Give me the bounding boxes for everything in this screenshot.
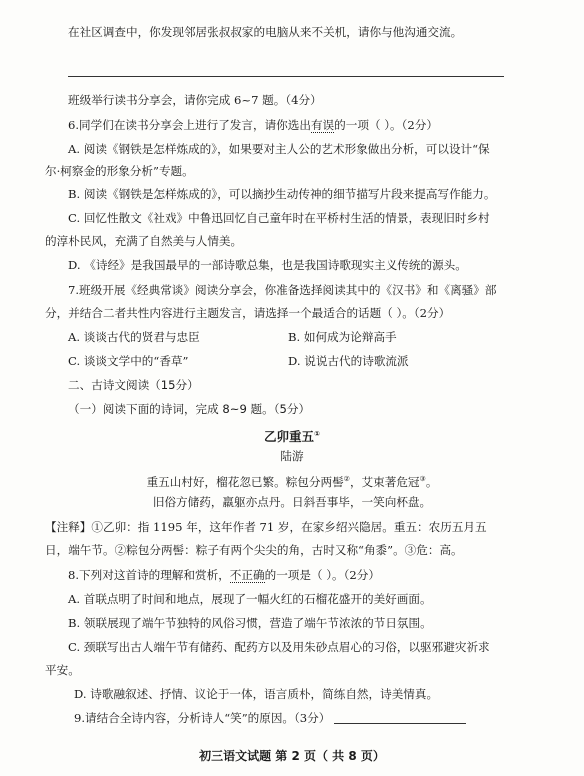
q6-stem-b: 的一项（ ）。（2分） bbox=[334, 118, 438, 132]
q7-option-a: A. 谈谈古代的贤君与忠臣 bbox=[68, 330, 200, 344]
q8-option-c-line1: C. 颈联写出古人端午节有储药、配药方以及用朱砂点眉心的习俗，以驱邪避灾祈求 bbox=[68, 640, 490, 654]
q9-stem bbox=[74, 710, 466, 726]
q6-option-b: B. 阅读《钢铁是怎样炼成的》，可以摘抄生动传神的细节描写片段来提高写作能力。 bbox=[68, 187, 496, 201]
q8-option-b: B. 领联展现了端午节独特的风俗习惯，营造了端午节浓浓的节日氛围。 bbox=[68, 616, 432, 630]
q8-stem-emphasis: 不正确 bbox=[229, 568, 265, 582]
q7-option-c: C. 谈谈文学中的“香草” bbox=[68, 354, 189, 368]
reading-intro: 班级举行读书分享会，请你完成 6~7 题。（4分） bbox=[68, 93, 322, 107]
q7-stem-line1: 7.班级开展《经典常谈》阅读分享会，你准备选择阅读其中的《汉书》和《离骚》部 bbox=[68, 283, 497, 297]
q7-option-d: D. 说说古代的诗歌流派 bbox=[288, 354, 409, 368]
q9-answer-line bbox=[334, 713, 466, 724]
poem-title-note: ① bbox=[314, 430, 320, 438]
poem-line1-a: 重五山村好，榴花忽已繁。粽包分两髻 bbox=[146, 475, 344, 489]
q8-stem bbox=[68, 567, 380, 583]
section2-subtitle: （一）阅读下面的诗词，完成 8~9 题。（5分） bbox=[68, 402, 311, 416]
q8-option-d: D. 诗歌融叙述、抒情、议论于一体，语言质朴，简练自然，诗美情真。 bbox=[74, 687, 439, 701]
q8-option-c-line2: 平安。 bbox=[45, 663, 80, 677]
q7-stem-line2: 分，并结合二者共性内容进行主题发言，请选择一个最适合的话题（ ）。（2分） bbox=[45, 306, 451, 320]
poem-line1-b: ，艾束著危冠 bbox=[349, 475, 420, 489]
poem-line2: 旧俗方储药，羸躯亦点丹。日斜吾事毕，一笑向杯盘。 bbox=[152, 495, 432, 509]
prev-question-text: 在社区调查中，你发现邻居张叔叔家的电脑从来不关机，请你与他沟通交流。 bbox=[68, 25, 463, 39]
q8-stem-a: 8.下列对这首诗的理解和赏析， bbox=[68, 568, 230, 582]
q9-stem-text: 9.请结合全诗内容，分析诗人“笑”的原因。（3分） bbox=[74, 711, 331, 725]
poem-line1-c: 。 bbox=[425, 475, 438, 489]
q6-option-c-line1: C. 回忆性散文《社戏》中鲁迅回忆自己童年时在平桥村生活的情景，表现旧时乡村 bbox=[68, 211, 490, 225]
q6-option-a-line2: 尔·柯察金的形象分析”专题。 bbox=[45, 164, 194, 178]
poem-note-2: ② bbox=[343, 475, 350, 483]
q6-option-c-line2: 的淳朴民风，充满了自然美与人情美。 bbox=[45, 234, 243, 248]
poem-title bbox=[0, 426, 584, 445]
q6-stem-a: 6.同学们在读书分享会上进行了发言，请你选出 bbox=[68, 118, 311, 132]
poem-note-3: ③ bbox=[419, 475, 426, 483]
section2-title: 二、古诗文阅读（15分） bbox=[68, 378, 199, 392]
q8-stem-b: 的一项是（ ）。（2分） bbox=[264, 568, 380, 582]
notes-line1: 【注释】①乙卯：指 1195 年，这年作者 71 岁，在家乡绍兴隐居。重五：农历五月五 bbox=[45, 520, 487, 534]
poem-title-text: 乙卯重五 bbox=[264, 429, 315, 444]
q7-option-b: B. 如何成为论辩高手 bbox=[288, 330, 397, 344]
poem-author: 陆游 bbox=[280, 449, 304, 463]
q6-option-a-line1: A. 阅读《钢铁是怎样炼成的》，如果要对主人公的艺术形象做出分析，可以设计“保 bbox=[68, 142, 490, 156]
q6-stem bbox=[68, 117, 438, 133]
answer-line bbox=[68, 76, 504, 77]
notes-line2: 日，端午节。②粽包分两髻：粽子有两个尖尖的角，古时又称“角黍”。③危：高。 bbox=[45, 543, 463, 557]
poem-line1 bbox=[0, 471, 584, 490]
q6-option-d: D. 《诗经》是我国最早的一部诗歌总集，也是我国诗歌现实主义传统的源头。 bbox=[68, 258, 467, 272]
page-footer: 初三语文试题 第 2 页（ 共 8 页） bbox=[199, 749, 385, 763]
q8-option-a: A. 首联点明了时间和地点，展现了一幅火红的石榴花盛开的美好画面。 bbox=[68, 592, 432, 606]
q6-stem-emphasis: 有误 bbox=[310, 118, 335, 132]
